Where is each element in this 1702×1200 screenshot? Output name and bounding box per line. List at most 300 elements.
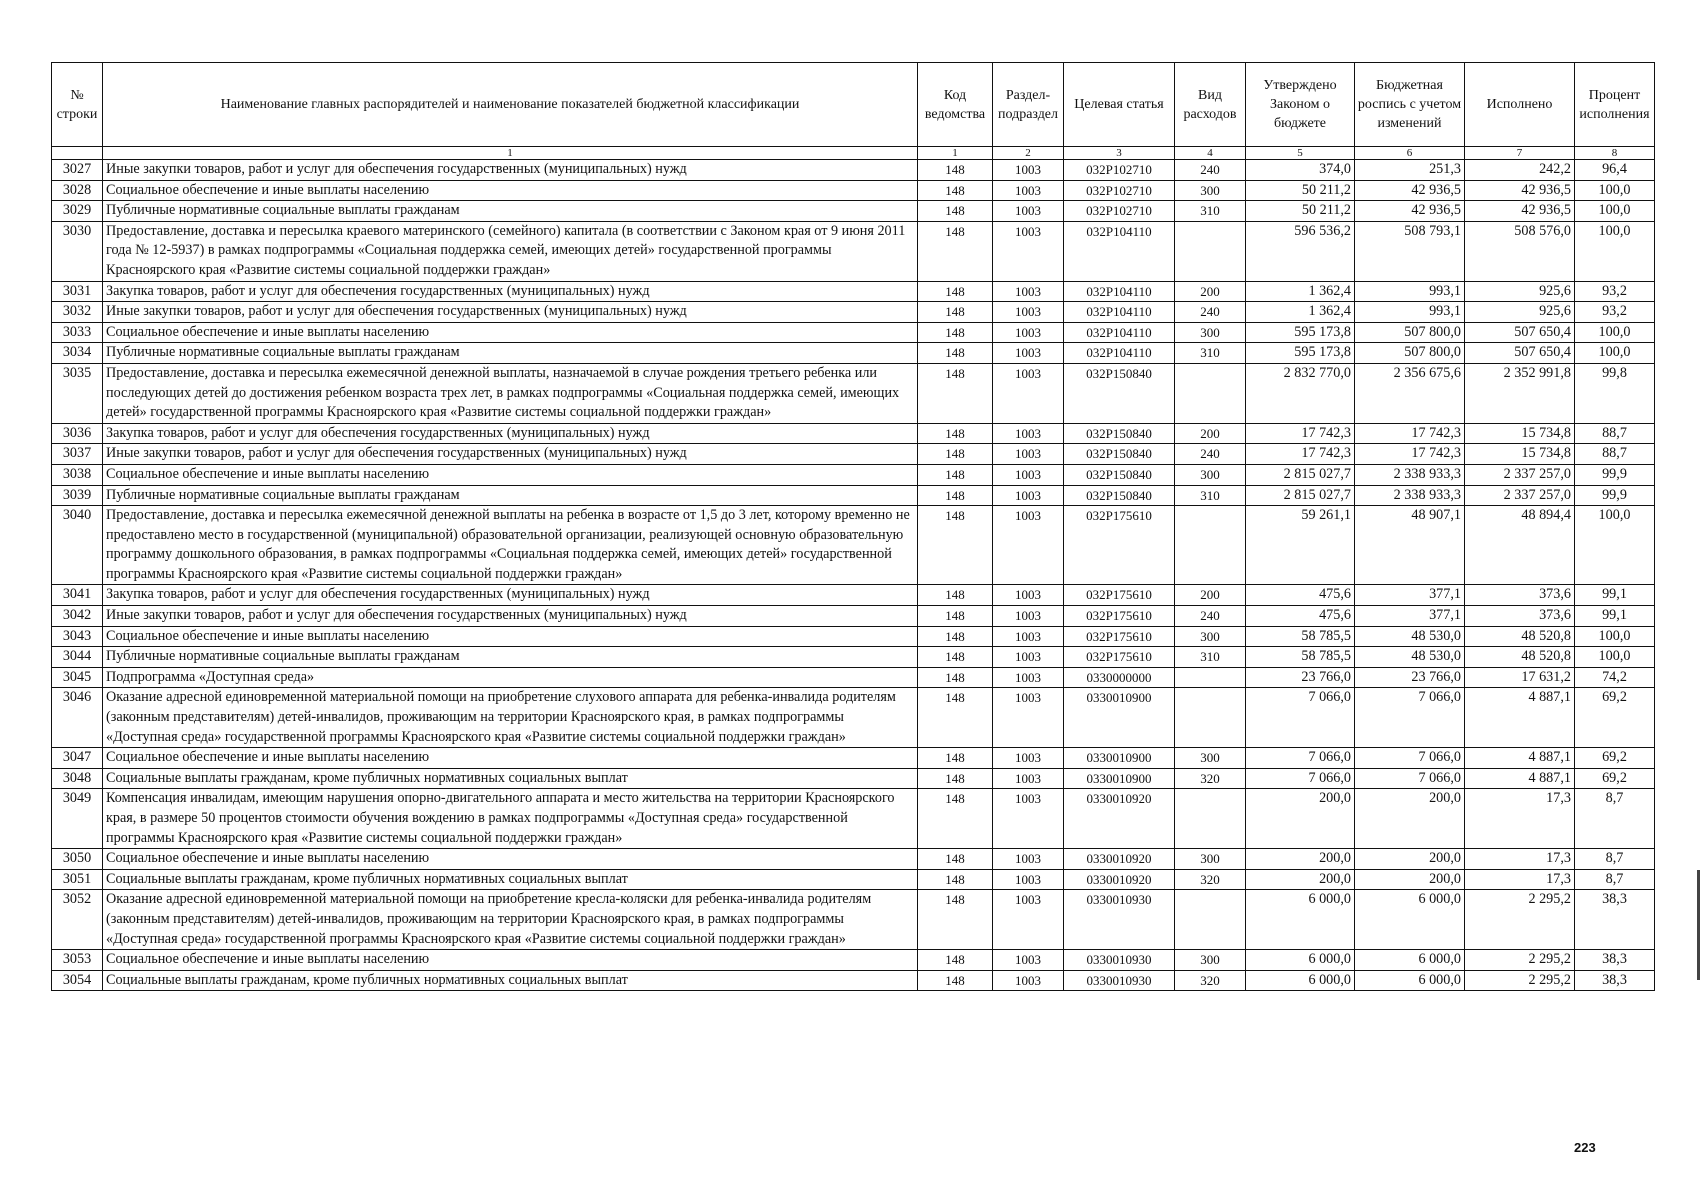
row-revised: 17 742,3 xyxy=(1355,444,1465,465)
row-approved: 6 000,0 xyxy=(1246,890,1355,950)
row-percent: 38,3 xyxy=(1575,890,1655,950)
row-number: 3035 xyxy=(52,363,103,423)
row-number: 3030 xyxy=(52,221,103,281)
row-dept-code: 148 xyxy=(918,423,993,444)
header-percent: Процент исполнения xyxy=(1575,63,1655,147)
row-revised: 251,3 xyxy=(1355,160,1465,181)
table-row xyxy=(52,849,1655,870)
row-percent: 96,4 xyxy=(1575,160,1655,181)
table-row xyxy=(52,201,1655,222)
row-expense-type: 300 xyxy=(1175,748,1246,769)
row-name: Иные закупки товаров, работ и услуг для обеспечения государственных (муниципальных) нужд xyxy=(103,302,918,323)
row-approved: 58 785,5 xyxy=(1246,647,1355,668)
row-revised: 7 066,0 xyxy=(1355,748,1465,769)
row-target: 0330010920 xyxy=(1064,789,1175,849)
row-name: Предоставление, доставка и пересылка краевого материнского (семейного) капитала (в соответствии с Законом края от 9 июня 2011 года № 12-5937) в рамках подпрограммы «Социальная поддержка семей, имеющих детей» государственной программы Красноярского края «Развитие системы социальной поддержки граждан» xyxy=(103,221,918,281)
row-percent: 38,3 xyxy=(1575,970,1655,991)
row-approved: 7 066,0 xyxy=(1246,688,1355,748)
row-name: Публичные нормативные социальные выплаты гражданам xyxy=(103,343,918,364)
row-target: 032P175610 xyxy=(1064,647,1175,668)
row-expense-type: 300 xyxy=(1175,849,1246,870)
row-approved: 7 066,0 xyxy=(1246,748,1355,769)
row-section: 1003 xyxy=(993,423,1064,444)
row-revised: 6 000,0 xyxy=(1355,890,1465,950)
row-expense-type: 240 xyxy=(1175,444,1246,465)
row-revised: 48 530,0 xyxy=(1355,647,1465,668)
row-revised: 17 742,3 xyxy=(1355,423,1465,444)
row-dept-code: 148 xyxy=(918,485,993,506)
row-expense-type: 300 xyxy=(1175,180,1246,201)
row-expense-type: 300 xyxy=(1175,626,1246,647)
row-expense-type: 310 xyxy=(1175,485,1246,506)
row-number: 3039 xyxy=(52,485,103,506)
table-row xyxy=(52,423,1655,444)
row-name: Иные закупки товаров, работ и услуг для обеспечения государственных (муниципальных) нужд xyxy=(103,444,918,465)
row-expense-type: 320 xyxy=(1175,970,1246,991)
row-executed: 2 337 257,0 xyxy=(1465,464,1575,485)
header-section: Раздел-подраздел xyxy=(993,63,1064,147)
scan-edge-mark xyxy=(1697,870,1700,980)
table-row xyxy=(52,585,1655,606)
row-section: 1003 xyxy=(993,869,1064,890)
row-revised: 200,0 xyxy=(1355,849,1465,870)
row-revised: 200,0 xyxy=(1355,869,1465,890)
table-row xyxy=(52,180,1655,201)
row-section: 1003 xyxy=(993,302,1064,323)
table-row xyxy=(52,667,1655,688)
row-dept-code: 148 xyxy=(918,363,993,423)
row-number: 3044 xyxy=(52,647,103,668)
row-number: 3050 xyxy=(52,849,103,870)
column-number: 1 xyxy=(103,147,918,160)
table-row xyxy=(52,506,1655,585)
row-section: 1003 xyxy=(993,201,1064,222)
row-approved: 200,0 xyxy=(1246,869,1355,890)
row-name: Компенсация инвалидам, имеющим нарушения опорно-двигательного аппарата и место жительства на территории Красноярского края, в размере 50 процентов стоимости обучения вождению в рамках подпрограммы «Доступная среда» государственной программы Красноярского края «Развитие системы социальной поддержки граждан» xyxy=(103,789,918,849)
row-executed: 2 295,2 xyxy=(1465,890,1575,950)
row-target: 032P102710 xyxy=(1064,201,1175,222)
row-dept-code: 148 xyxy=(918,160,993,181)
row-section: 1003 xyxy=(993,626,1064,647)
row-target: 032P102710 xyxy=(1064,180,1175,201)
row-revised: 993,1 xyxy=(1355,281,1465,302)
row-target: 032P150840 xyxy=(1064,444,1175,465)
row-percent: 100,0 xyxy=(1575,322,1655,343)
row-dept-code: 148 xyxy=(918,606,993,627)
table-row xyxy=(52,160,1655,181)
row-name: Социальные выплаты гражданам, кроме публичных нормативных социальных выплат xyxy=(103,768,918,789)
column-number: 7 xyxy=(1465,147,1575,160)
row-section: 1003 xyxy=(993,950,1064,971)
row-name: Публичные нормативные социальные выплаты гражданам xyxy=(103,201,918,222)
row-name: Публичные нормативные социальные выплаты гражданам xyxy=(103,485,918,506)
row-percent: 69,2 xyxy=(1575,688,1655,748)
row-percent: 100,0 xyxy=(1575,506,1655,585)
row-dept-code: 148 xyxy=(918,626,993,647)
row-revised: 993,1 xyxy=(1355,302,1465,323)
row-expense-type: 320 xyxy=(1175,869,1246,890)
row-approved: 2 832 770,0 xyxy=(1246,363,1355,423)
row-name: Иные закупки товаров, работ и услуг для обеспечения государственных (муниципальных) нужд xyxy=(103,606,918,627)
header-revised: Бюджетная роспись с учетом изменений xyxy=(1355,63,1465,147)
row-section: 1003 xyxy=(993,485,1064,506)
row-target: 0330000000 xyxy=(1064,667,1175,688)
row-percent: 100,0 xyxy=(1575,626,1655,647)
row-approved: 17 742,3 xyxy=(1246,423,1355,444)
row-executed: 17,3 xyxy=(1465,869,1575,890)
row-approved: 475,6 xyxy=(1246,585,1355,606)
row-expense-type: 200 xyxy=(1175,585,1246,606)
row-dept-code: 148 xyxy=(918,444,993,465)
row-approved: 1 362,4 xyxy=(1246,302,1355,323)
row-section: 1003 xyxy=(993,221,1064,281)
row-target: 0330010900 xyxy=(1064,768,1175,789)
row-expense-type: 310 xyxy=(1175,343,1246,364)
row-target: 032P175610 xyxy=(1064,585,1175,606)
row-approved: 17 742,3 xyxy=(1246,444,1355,465)
row-section: 1003 xyxy=(993,464,1064,485)
row-percent: 100,0 xyxy=(1575,180,1655,201)
row-executed: 242,2 xyxy=(1465,160,1575,181)
header-target: Целевая статья xyxy=(1064,63,1175,147)
row-percent: 8,7 xyxy=(1575,789,1655,849)
row-target: 032P175610 xyxy=(1064,506,1175,585)
row-target: 032P102710 xyxy=(1064,160,1175,181)
row-name: Иные закупки товаров, работ и услуг для обеспечения государственных (муниципальных) нужд xyxy=(103,160,918,181)
row-executed: 48 894,4 xyxy=(1465,506,1575,585)
row-section: 1003 xyxy=(993,363,1064,423)
row-section: 1003 xyxy=(993,506,1064,585)
row-target: 0330010920 xyxy=(1064,849,1175,870)
row-executed: 2 295,2 xyxy=(1465,970,1575,991)
row-revised: 2 338 933,3 xyxy=(1355,464,1465,485)
row-percent: 8,7 xyxy=(1575,869,1655,890)
row-name: Закупка товаров, работ и услуг для обеспечения государственных (муниципальных) нужд xyxy=(103,423,918,444)
row-executed: 507 650,4 xyxy=(1465,322,1575,343)
header-executed: Исполнено xyxy=(1465,63,1575,147)
row-executed: 507 650,4 xyxy=(1465,343,1575,364)
row-expense-type: 240 xyxy=(1175,606,1246,627)
row-expense-type: 310 xyxy=(1175,647,1246,668)
row-executed: 48 520,8 xyxy=(1465,626,1575,647)
row-percent: 100,0 xyxy=(1575,201,1655,222)
row-revised: 23 766,0 xyxy=(1355,667,1465,688)
row-executed: 925,6 xyxy=(1465,281,1575,302)
row-percent: 88,7 xyxy=(1575,444,1655,465)
row-number: 3045 xyxy=(52,667,103,688)
row-expense-type: 200 xyxy=(1175,423,1246,444)
row-section: 1003 xyxy=(993,160,1064,181)
header-dept-code: Код ведомства xyxy=(918,63,993,147)
row-executed: 48 520,8 xyxy=(1465,647,1575,668)
table-row xyxy=(52,748,1655,769)
row-section: 1003 xyxy=(993,444,1064,465)
row-number: 3041 xyxy=(52,585,103,606)
row-number: 3049 xyxy=(52,789,103,849)
row-name: Оказание адресной единовременной материальной помощи на приобретение кресла-коляски для ребенка-инвалида родителям (законным представителям) детей-инвалидов, проживающим на территории Красноярского края, в рамках подпрограммы «Доступная среда» государственной программы Красноярского края «Развитие системы социальной поддержки граждан» xyxy=(103,890,918,950)
row-revised: 6 000,0 xyxy=(1355,970,1465,991)
row-approved: 596 536,2 xyxy=(1246,221,1355,281)
table-row xyxy=(52,606,1655,627)
row-number: 3052 xyxy=(52,890,103,950)
row-approved: 6 000,0 xyxy=(1246,970,1355,991)
page-number: 223 xyxy=(1574,1140,1596,1155)
row-section: 1003 xyxy=(993,647,1064,668)
row-executed: 42 936,5 xyxy=(1465,180,1575,201)
row-expense-type xyxy=(1175,789,1246,849)
row-expense-type xyxy=(1175,890,1246,950)
row-number: 3053 xyxy=(52,950,103,971)
row-dept-code: 148 xyxy=(918,890,993,950)
row-section: 1003 xyxy=(993,667,1064,688)
row-target: 032P104110 xyxy=(1064,302,1175,323)
row-dept-code: 148 xyxy=(918,180,993,201)
row-dept-code: 148 xyxy=(918,849,993,870)
row-number: 3032 xyxy=(52,302,103,323)
row-dept-code: 148 xyxy=(918,789,993,849)
row-number: 3029 xyxy=(52,201,103,222)
header-approved: Утверждено Законом о бюджете xyxy=(1246,63,1355,147)
row-executed: 2 352 991,8 xyxy=(1465,363,1575,423)
table-row xyxy=(52,281,1655,302)
row-target: 0330010900 xyxy=(1064,688,1175,748)
row-number: 3047 xyxy=(52,748,103,769)
row-executed: 925,6 xyxy=(1465,302,1575,323)
row-name: Социальное обеспечение и иные выплаты населению xyxy=(103,464,918,485)
row-number: 3033 xyxy=(52,322,103,343)
column-number-row xyxy=(52,147,1655,160)
table-row xyxy=(52,647,1655,668)
row-approved: 50 211,2 xyxy=(1246,180,1355,201)
row-number: 3031 xyxy=(52,281,103,302)
row-name: Социальные выплаты гражданам, кроме публичных нормативных социальных выплат xyxy=(103,970,918,991)
row-number: 3043 xyxy=(52,626,103,647)
row-approved: 2 815 027,7 xyxy=(1246,464,1355,485)
row-target: 032P104110 xyxy=(1064,281,1175,302)
row-percent: 100,0 xyxy=(1575,343,1655,364)
row-percent: 100,0 xyxy=(1575,647,1655,668)
row-approved: 2 815 027,7 xyxy=(1246,485,1355,506)
row-revised: 42 936,5 xyxy=(1355,180,1465,201)
row-section: 1003 xyxy=(993,890,1064,950)
row-name: Социальное обеспечение и иные выплаты населению xyxy=(103,626,918,647)
row-dept-code: 148 xyxy=(918,667,993,688)
row-approved: 7 066,0 xyxy=(1246,768,1355,789)
row-name: Социальное обеспечение и иные выплаты населению xyxy=(103,180,918,201)
row-approved: 475,6 xyxy=(1246,606,1355,627)
row-name: Социальное обеспечение и иные выплаты населению xyxy=(103,849,918,870)
row-dept-code: 148 xyxy=(918,322,993,343)
row-percent: 88,7 xyxy=(1575,423,1655,444)
table-row xyxy=(52,688,1655,748)
row-executed: 373,6 xyxy=(1465,606,1575,627)
row-dept-code: 148 xyxy=(918,748,993,769)
row-expense-type xyxy=(1175,688,1246,748)
row-section: 1003 xyxy=(993,768,1064,789)
row-dept-code: 148 xyxy=(918,950,993,971)
row-target: 0330010930 xyxy=(1064,950,1175,971)
column-number: 4 xyxy=(1175,147,1246,160)
row-target: 032P150840 xyxy=(1064,464,1175,485)
row-name: Публичные нормативные социальные выплаты гражданам xyxy=(103,647,918,668)
row-revised: 7 066,0 xyxy=(1355,768,1465,789)
row-target: 0330010930 xyxy=(1064,970,1175,991)
row-approved: 200,0 xyxy=(1246,849,1355,870)
header-expense-type: Вид расходов xyxy=(1175,63,1246,147)
row-executed: 4 887,1 xyxy=(1465,688,1575,748)
row-expense-type: 200 xyxy=(1175,281,1246,302)
row-dept-code: 148 xyxy=(918,302,993,323)
table-row xyxy=(52,890,1655,950)
row-revised: 507 800,0 xyxy=(1355,343,1465,364)
row-approved: 58 785,5 xyxy=(1246,626,1355,647)
row-section: 1003 xyxy=(993,606,1064,627)
row-percent: 8,7 xyxy=(1575,849,1655,870)
row-executed: 15 734,8 xyxy=(1465,444,1575,465)
row-name: Социальное обеспечение и иные выплаты населению xyxy=(103,950,918,971)
row-target: 032P150840 xyxy=(1064,363,1175,423)
row-dept-code: 148 xyxy=(918,688,993,748)
row-target: 032P175610 xyxy=(1064,606,1175,627)
row-dept-code: 148 xyxy=(918,585,993,606)
row-dept-code: 148 xyxy=(918,768,993,789)
row-revised: 6 000,0 xyxy=(1355,950,1465,971)
row-section: 1003 xyxy=(993,970,1064,991)
row-section: 1003 xyxy=(993,688,1064,748)
row-approved: 50 211,2 xyxy=(1246,201,1355,222)
table-row xyxy=(52,869,1655,890)
row-number: 3040 xyxy=(52,506,103,585)
row-approved: 595 173,8 xyxy=(1246,343,1355,364)
row-target: 032P150840 xyxy=(1064,423,1175,444)
row-target: 032P150840 xyxy=(1064,485,1175,506)
row-expense-type xyxy=(1175,363,1246,423)
row-name: Предоставление, доставка и пересылка ежемесячной денежной выплаты, назначаемой в случае рождения третьего ребенка или последующих детей до достижения ребенком возраста трех лет, в рамках подпрограммы «Социальная поддержка семей, имеющих детей» государственной программы Красноярского края «Развитие системы социальной поддержки граждан» xyxy=(103,363,918,423)
row-number: 3046 xyxy=(52,688,103,748)
table-row xyxy=(52,950,1655,971)
column-number xyxy=(52,147,103,160)
row-percent: 93,2 xyxy=(1575,281,1655,302)
row-executed: 2 295,2 xyxy=(1465,950,1575,971)
row-section: 1003 xyxy=(993,322,1064,343)
row-number: 3048 xyxy=(52,768,103,789)
row-section: 1003 xyxy=(993,180,1064,201)
row-section: 1003 xyxy=(993,748,1064,769)
row-executed: 2 337 257,0 xyxy=(1465,485,1575,506)
row-percent: 99,1 xyxy=(1575,606,1655,627)
row-approved: 595 173,8 xyxy=(1246,322,1355,343)
row-section: 1003 xyxy=(993,343,1064,364)
row-dept-code: 148 xyxy=(918,343,993,364)
table-row xyxy=(52,768,1655,789)
row-dept-code: 148 xyxy=(918,464,993,485)
column-number: 1 xyxy=(918,147,993,160)
row-expense-type: 240 xyxy=(1175,160,1246,181)
row-approved: 1 362,4 xyxy=(1246,281,1355,302)
row-dept-code: 148 xyxy=(918,647,993,668)
table-header-row xyxy=(52,63,1655,147)
row-name: Оказание адресной единовременной материальной помощи на приобретение слухового аппарата для ребенка-инвалида родителям (законным представителям) детей-инвалидов, проживающим на территории Красноярского края, в рамках подпрограммы «Доступная среда» государственной программы Красноярского края «Развитие системы социальной поддержки граждан» xyxy=(103,688,918,748)
row-number: 3038 xyxy=(52,464,103,485)
row-percent: 93,2 xyxy=(1575,302,1655,323)
row-name: Социальные выплаты гражданам, кроме публичных нормативных социальных выплат xyxy=(103,869,918,890)
row-name: Закупка товаров, работ и услуг для обеспечения государственных (муниципальных) нужд xyxy=(103,281,918,302)
column-number: 2 xyxy=(993,147,1064,160)
row-name: Подпрограмма «Доступная среда» xyxy=(103,667,918,688)
table-row xyxy=(52,444,1655,465)
row-executed: 4 887,1 xyxy=(1465,748,1575,769)
row-revised: 2 356 675,6 xyxy=(1355,363,1465,423)
table-row xyxy=(52,221,1655,281)
table-body xyxy=(52,160,1655,991)
row-executed: 508 576,0 xyxy=(1465,221,1575,281)
row-expense-type: 300 xyxy=(1175,322,1246,343)
table-row xyxy=(52,626,1655,647)
row-expense-type: 310 xyxy=(1175,201,1246,222)
table-row xyxy=(52,322,1655,343)
row-number: 3036 xyxy=(52,423,103,444)
row-dept-code: 148 xyxy=(918,869,993,890)
budget-execution-table xyxy=(51,62,1655,991)
table-row xyxy=(52,485,1655,506)
column-number: 6 xyxy=(1355,147,1465,160)
row-expense-type xyxy=(1175,221,1246,281)
column-number: 5 xyxy=(1246,147,1355,160)
row-number: 3042 xyxy=(52,606,103,627)
row-approved: 23 766,0 xyxy=(1246,667,1355,688)
row-expense-type xyxy=(1175,667,1246,688)
table-row xyxy=(52,343,1655,364)
row-dept-code: 148 xyxy=(918,506,993,585)
row-dept-code: 148 xyxy=(918,201,993,222)
row-name: Социальное обеспечение и иные выплаты населению xyxy=(103,322,918,343)
row-target: 032P104110 xyxy=(1064,322,1175,343)
row-number: 3037 xyxy=(52,444,103,465)
row-section: 1003 xyxy=(993,585,1064,606)
row-approved: 200,0 xyxy=(1246,789,1355,849)
row-executed: 17,3 xyxy=(1465,789,1575,849)
header-row-no: № строки xyxy=(52,63,103,147)
column-number: 3 xyxy=(1064,147,1175,160)
table-row xyxy=(52,970,1655,991)
row-expense-type: 300 xyxy=(1175,464,1246,485)
row-revised: 507 800,0 xyxy=(1355,322,1465,343)
column-number: 8 xyxy=(1575,147,1655,160)
table-row xyxy=(52,302,1655,323)
row-revised: 2 338 933,3 xyxy=(1355,485,1465,506)
table-row xyxy=(52,464,1655,485)
row-percent: 74,2 xyxy=(1575,667,1655,688)
row-target: 032P175610 xyxy=(1064,626,1175,647)
row-number: 3054 xyxy=(52,970,103,991)
row-target: 0330010930 xyxy=(1064,890,1175,950)
row-expense-type: 300 xyxy=(1175,950,1246,971)
table-row xyxy=(52,363,1655,423)
row-percent: 99,8 xyxy=(1575,363,1655,423)
row-target: 0330010920 xyxy=(1064,869,1175,890)
row-dept-code: 148 xyxy=(918,221,993,281)
row-revised: 42 936,5 xyxy=(1355,201,1465,222)
row-name: Предоставление, доставка и пересылка ежемесячной денежной выплаты на ребенка в возрасте от 1,5 до 3 лет, которому временно не предоставлено место в государственной (муниципальной) образовательной организации, реализующей основную образовательную программу дошкольного образования, в рамках подпрограммы «Социальная поддержка семей, имеющих детей» государственной программы Красноярского края «Развитие системы социальной поддержки граждан» xyxy=(103,506,918,585)
row-dept-code: 148 xyxy=(918,970,993,991)
row-percent: 69,2 xyxy=(1575,768,1655,789)
row-percent: 99,9 xyxy=(1575,485,1655,506)
row-target: 0330010900 xyxy=(1064,748,1175,769)
row-name: Социальное обеспечение и иные выплаты населению xyxy=(103,748,918,769)
row-number: 3051 xyxy=(52,869,103,890)
row-revised: 377,1 xyxy=(1355,606,1465,627)
row-section: 1003 xyxy=(993,281,1064,302)
